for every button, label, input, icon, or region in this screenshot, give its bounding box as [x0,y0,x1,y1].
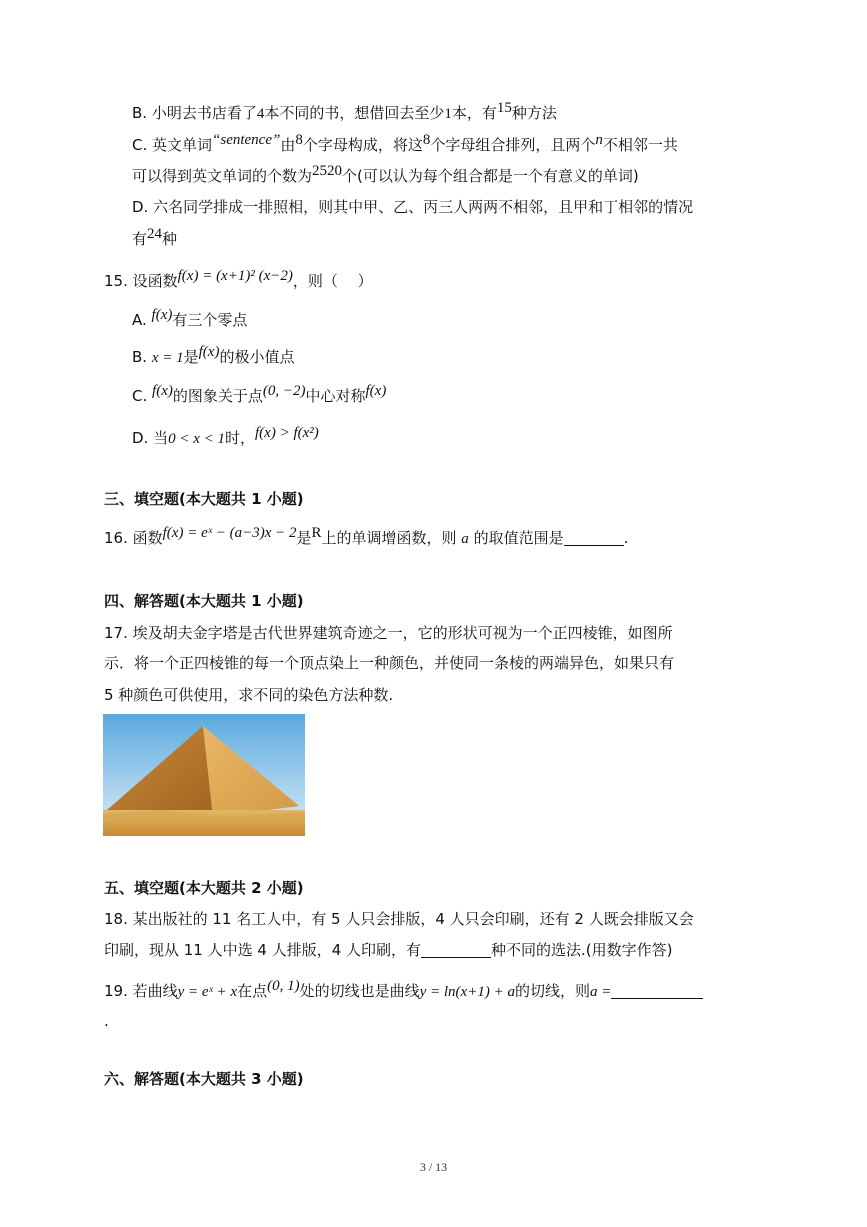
q18-line2: 印刷，现从 11 人中选 4 人排版，4 人印刷，有 种不同的选法.(用数字作答) [104,941,673,959]
q15-stem: 15. 设函数f(x) = (x+1)² (x−2)，则（ ） [104,268,373,290]
q14-option-c-line1: C. 英文单词“sentence”由8个字母构成，将这8个字母组合排列，且两个n不相邻一共 [132,132,678,154]
q16: 16. 函数f(x) = eˣ − (a−3)x − 2是R上的单调增函数，则 a 的取值范围是 . [104,525,629,547]
q18-line1: 18. 某出版社的 11 名工人中，有 5 人只会排版，4 人只会印刷，还有 2 人既会排版又会 [104,910,694,928]
q14-option-d-line1: D. 六名同学排成一排照相，则其中甲、乙、丙三人两两不相邻，且甲和丁相邻的情况 [132,198,694,216]
section-heading-solve-1: 四、解答题(本大题共 1 小题) [104,592,304,610]
section-heading-fill-in-2: 五、填空题(本大题共 2 小题) [104,879,304,897]
q17-line1: 17. 埃及胡夫金字塔是古代世界建筑奇迹之一，它的形状可视为一个正四棱锥，如图所 [104,624,673,642]
q18-answer-blank[interactable] [421,941,491,958]
pyramid-photo [103,714,305,836]
q15-option-a: A. f(x)有三个零点 [132,307,248,329]
q19: 19. 若曲线y = eˣ + x在点(0, 1)处的切线也是曲线y = ln(x+1) + a的切线，则a = [104,980,703,1003]
q16-answer-blank[interactable] [564,529,624,546]
q14-option-d-line2: 有24种 [132,226,178,248]
q14-option-b: B. 小明去书店看了4本不同的书，想借回去至少1本，有15种方法 [132,100,557,122]
q17-line2: 示．将一个正四棱锥的每一个顶点染上一种颜色，并使同一条棱的两端异色，如果只有 [104,654,675,672]
q19-answer-blank[interactable] [611,982,703,999]
q19-end: . [104,1012,109,1030]
section-heading-solve-3: 六、解答题(本大题共 3 小题) [104,1070,304,1088]
section-heading-fill-in-1: 三、填空题(本大题共 1 小题) [104,490,304,508]
q15-option-b: B. x = 1是f(x)的极小值点 [132,344,295,366]
q17-line3: 5 种颜色可供使用，求不同的染色方法种数. [104,686,394,704]
q14-option-c-line2: 可以得到英文单词的个数为2520个(可以认为每个组合都是一个有意义的单词) [132,163,639,185]
q15-option-d: D. 当0 < x < 1时，f(x) > f(x²) [132,425,319,447]
page-number: 3 / 13 [419,1160,448,1174]
q15-option-c: C. f(x)的图象关于点(0, −2)中心对称f(x) [132,383,387,405]
